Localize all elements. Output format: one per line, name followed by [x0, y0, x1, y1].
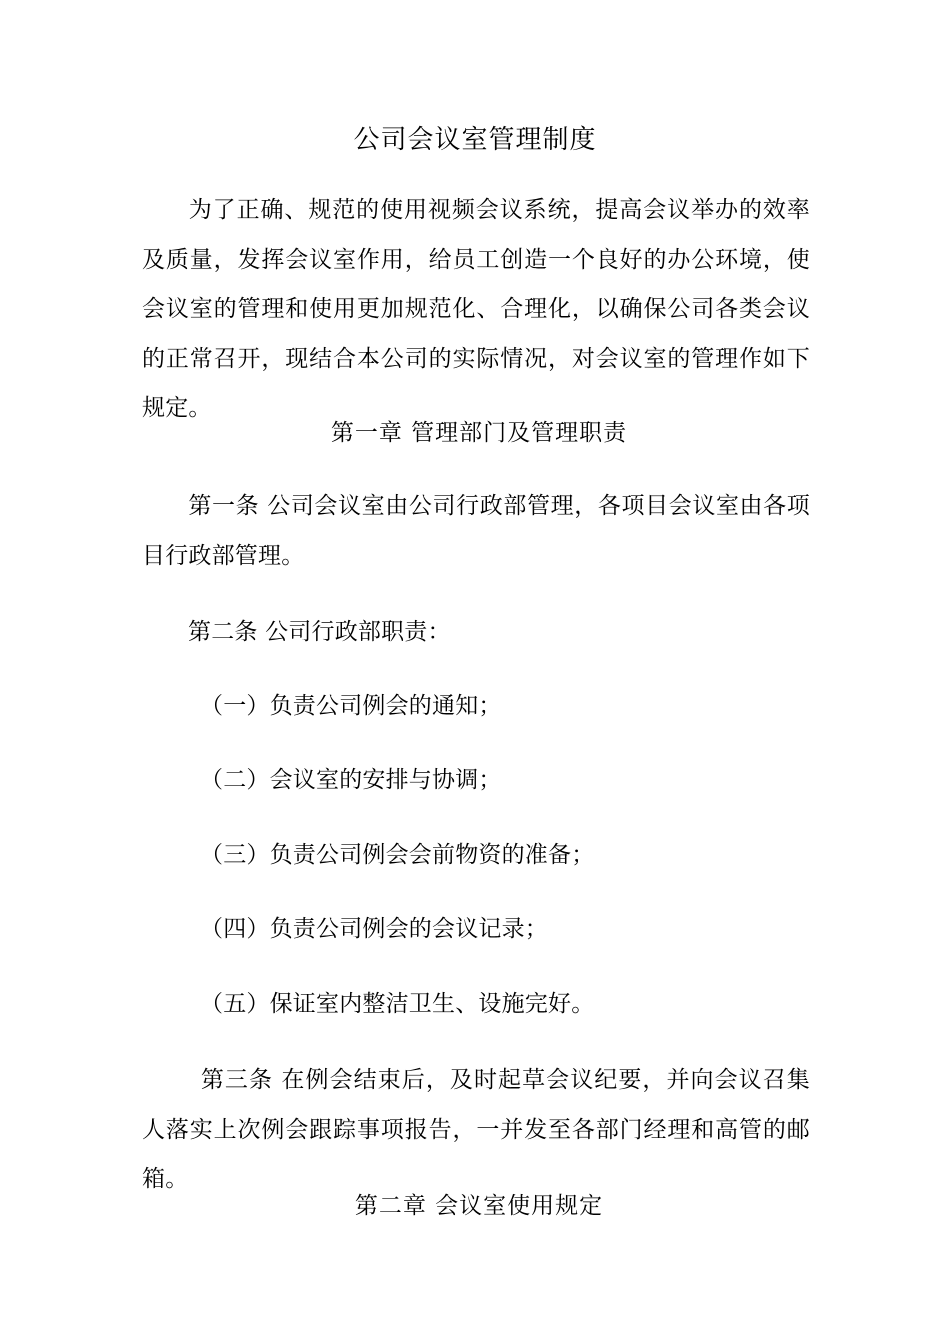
article-2-text: 第二条 公司行政部职责：	[188, 619, 451, 645]
duty-item-3: （三）负责公司例会会前物资的准备；	[200, 842, 595, 868]
duty-item-5: （五）保证室内整洁卫生、设施完好。	[200, 991, 595, 1017]
chapter-2-heading: 第二章 会议室使用规定	[354, 1193, 604, 1219]
article-1-paragraph	[142, 482, 810, 581]
article-1-text: 第一条 公司会议室由公司行政部管理，各项目会议室由各项目行政部管理。	[142, 493, 810, 569]
document-title: 公司会议室管理制度	[353, 125, 597, 155]
duty-item-1: （一）负责公司例会的通知；	[200, 693, 502, 719]
duty-item-2: （二）会议室的安排与协调；	[200, 767, 502, 793]
article-3-paragraph	[142, 1056, 810, 1205]
chapter-1-heading: 第一章 管理部门及管理职责	[330, 420, 628, 446]
intro-paragraph	[142, 186, 810, 434]
article-3-text: 第三条 在例会结束后，及时起草会议纪要，并向会议召集人落实上次例会跟踪事项报告，一并发至各部门经理和高管的邮箱。	[142, 1067, 810, 1192]
intro-text: 为了正确、规范的使用视频会议系统，提高会议举办的效率及质量，发挥会议室作用，给员工创造一个良好的办公环境，使会议室的管理和使用更加规范化、合理化，以确保公司各类会议的正常召开，现结合本公司的实际情况，对会议室的管理作如下规定。	[142, 197, 810, 421]
duty-item-4: （四）负责公司例会的会议记录；	[200, 916, 548, 942]
